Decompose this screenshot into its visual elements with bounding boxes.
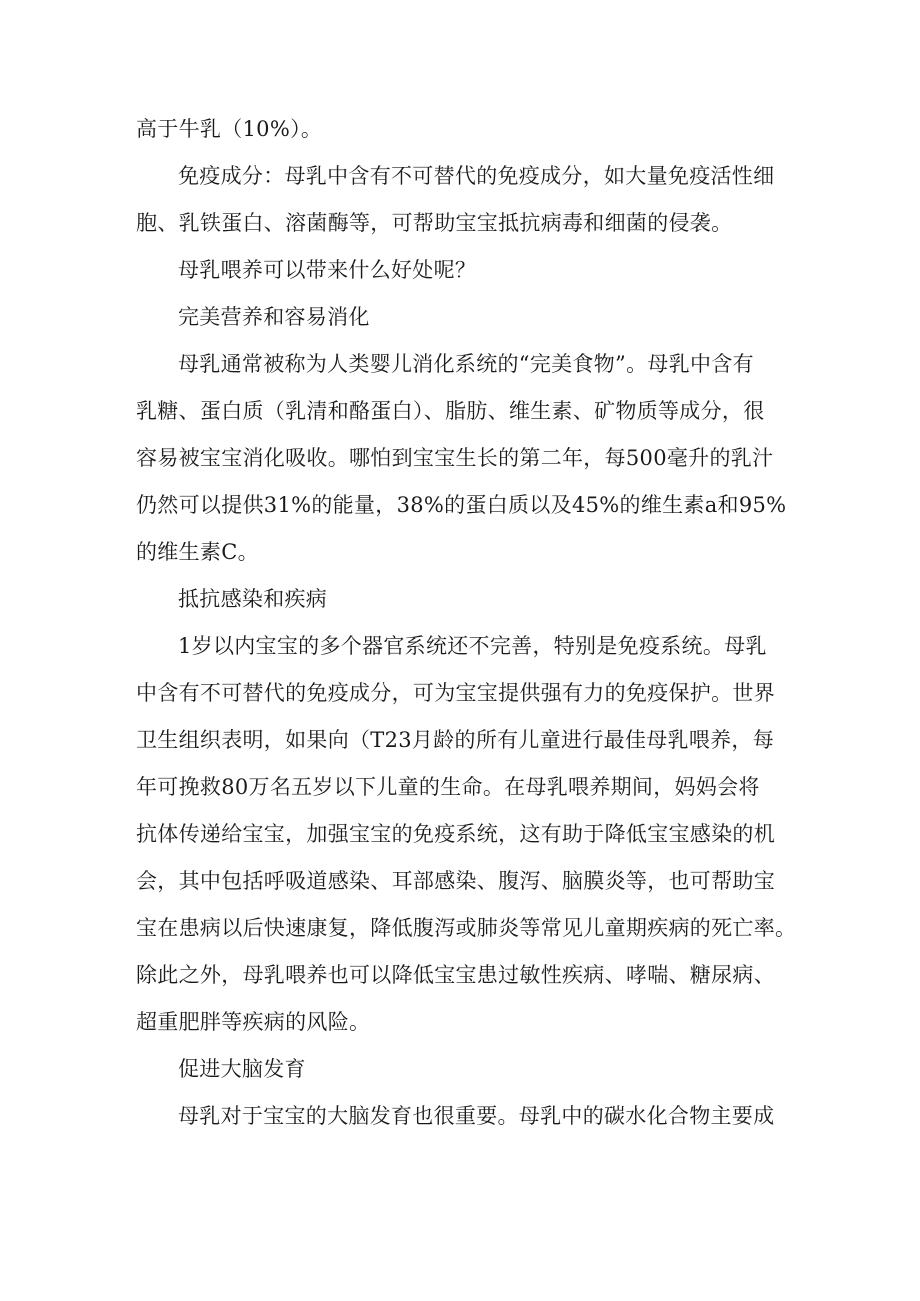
text-line: 除此之外，母乳喂养也可以降低宝宝患过敏性疾病、哮喘、糖尿病、 bbox=[136, 963, 775, 987]
text-line: 的维生素C。 bbox=[136, 540, 259, 564]
section-heading-brain: 促进大脑发育 bbox=[178, 1057, 306, 1081]
text-line: 胞、乳铁蛋白、溶菌酶等，可帮助宝宝抵抗病毒和细菌的侵袭。 bbox=[136, 211, 733, 235]
paragraph-infection: 1岁以内宝宝的多个器官系统还不完善，特别是免疫系统。母乳 bbox=[178, 634, 767, 658]
text-line: 仍然可以提供31%的能量，38%的蛋白质以及45%的维生素a和95% bbox=[136, 493, 787, 517]
text-line: 会，其中包括呼吸道感染、耳部感染、腹泻、脑膜炎等，也可帮助宝 bbox=[136, 869, 775, 893]
text-line: 卫生组织表明，如果向（T23月龄的所有儿童进行最佳母乳喂养，每 bbox=[136, 728, 775, 752]
text-line: 抗体传递给宝宝，加强宝宝的免疫系统，这有助于降低宝宝感染的机 bbox=[136, 822, 775, 846]
paragraph-nutrition: 母乳通常被称为人类婴儿消化系统的“完美食物”。母乳中含有 bbox=[178, 352, 754, 376]
text-line: 宝在患病以后快速康复，降低腹泻或肺炎等常见儿童期疾病的死亡率。 bbox=[136, 916, 797, 940]
section-heading-infection: 抵抗感染和疾病 bbox=[178, 587, 328, 611]
text-line: 高于牛乳（10%）。 bbox=[136, 117, 323, 141]
paragraph-immune-components: 免疫成分：母乳中含有不可替代的免疫成分，如大量免疫活性细 bbox=[178, 164, 775, 188]
paragraph-brain: 母乳对于宝宝的大脑发育也很重要。母乳中的碳水化合物主要成 bbox=[178, 1104, 775, 1128]
section-heading-nutrition: 完美营养和容易消化 bbox=[178, 305, 370, 329]
text-line: 乳糖、蛋白质（乳清和酪蛋白）、脂肪、维生素、矿物质等成分，很 bbox=[136, 399, 765, 423]
text-line: 年可挽救80万名五岁以下儿童的生命。在母乳喂养期间，妈妈会将 bbox=[136, 775, 760, 799]
question-heading: 母乳喂养可以带来什么好处呢？ bbox=[178, 258, 477, 282]
text-line: 超重肥胖等疾病的风险。 bbox=[136, 1010, 371, 1034]
text-line: 容易被宝宝消化吸收。哪怕到宝宝生长的第二年，每500毫升的乳汁 bbox=[136, 446, 774, 470]
text-line: 中含有不可替代的免疫成分，可为宝宝提供强有力的免疫保护。世界 bbox=[136, 681, 775, 705]
document-page bbox=[136, 106, 800, 1140]
